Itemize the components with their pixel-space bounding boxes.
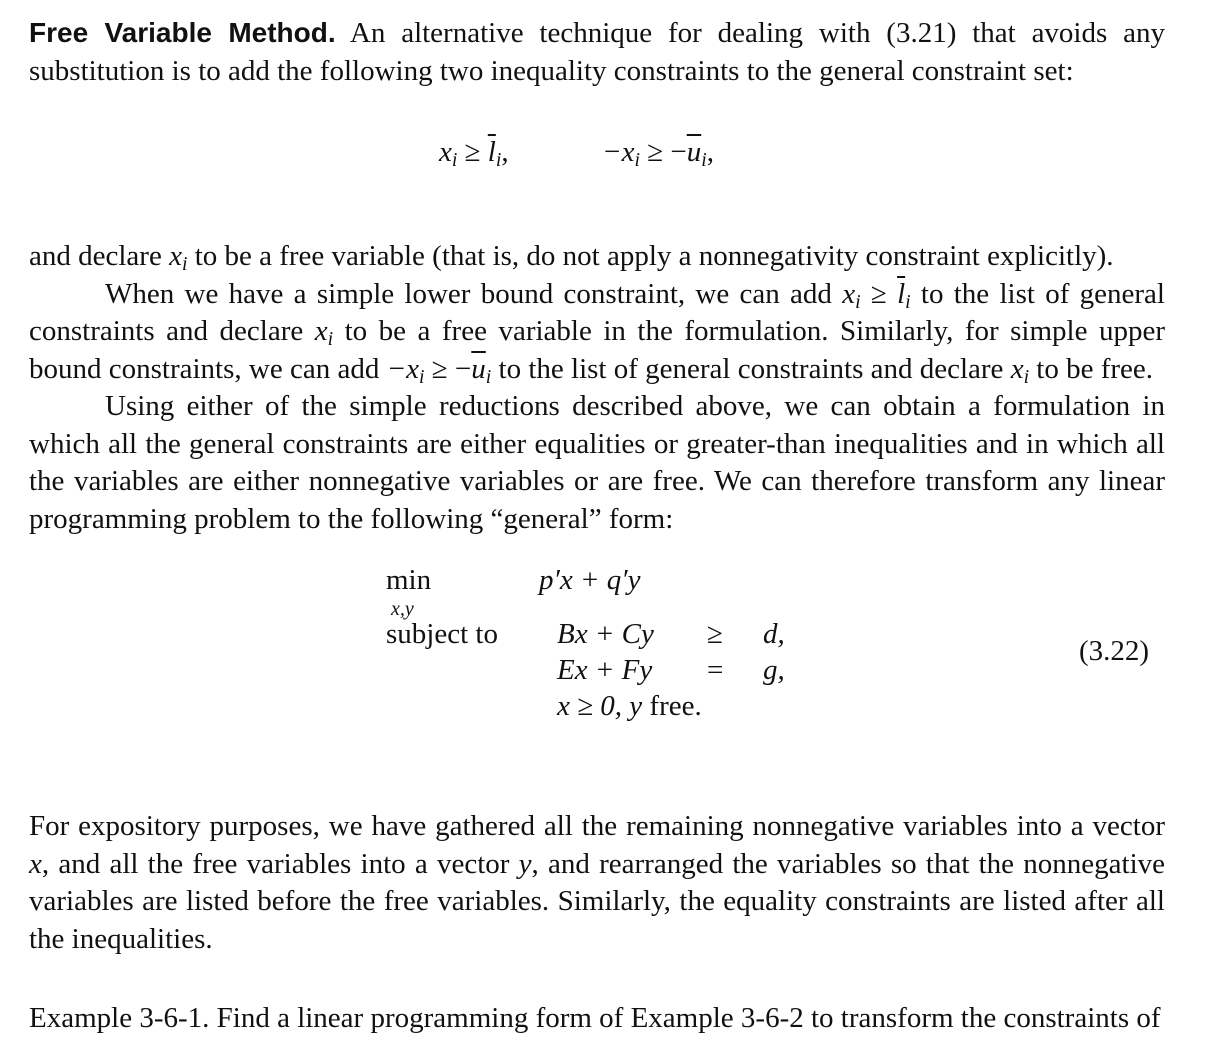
row1-relation: ≥ (707, 618, 723, 650)
cutoff-next-line: Example 3-6-1. Find a linear programming form of Example 3-6-2 to transform the constraints of (29, 1002, 1161, 1034)
paragraph-expository: For expository purposes, we have gathered all the remaining nonnegative variables into a vector x, and all the free variables into a vector y, and rearranged the variables so that the nonnegative variables are listed before the free variables. Similarly, the equality constraints are listed after all the inequalities. (29, 810, 1166, 955)
row2-relation: = (707, 654, 724, 686)
equation-lower-bound: $x_i \ge \overline{l}_i$, (439, 136, 509, 171)
row3-condition: x ≥ 0, y free. (557, 690, 702, 722)
min-operator: min (386, 564, 432, 596)
row2-lhs: Ex + Fy (557, 654, 653, 686)
paragraph-simple-bounds: When we have a simple lower bound constraint, we can add $x_i \ge \overline{l}_i$ to the list of general constraints and declare $x_i$ to be a free variable in the formulation. Similarly, for simple upper bound constraints, we can add $-x_i \ge -\overline{u}_i$ to the list of general constraints and declare $x_i$ to be free. (29, 277, 1165, 388)
paragraph-declare-free: and declare $x_i$ to be a free variable (that is, do not apply a nonnegativity constraint explicitly). (29, 240, 1114, 275)
paragraph-general-form: Using either of the simple reductions described above, we can obtain a formulation in which all the general constraints are either equalities or greater-than inequalities and in which all the variables are either nonnegative variables or are free. We can therefore transform any linear programming problem to the following “general” form: (29, 390, 1165, 535)
subject-to-label: subject to (386, 618, 498, 650)
row1-rhs: d, (763, 618, 785, 650)
row2-rhs: g, (763, 654, 785, 686)
equation-general-form (29, 538, 1165, 808)
equation-number: (3.22) (1079, 635, 1150, 667)
row1-lhs: Bx + Cy (557, 618, 654, 650)
equation-upper-bound: $-x_i \ge -\overline{u}_i$, (602, 136, 714, 171)
paragraph-text: An alternative technique for dealing with (3.21) that avoids any substitution is to add the following two inequality constraints to the general constraint set: (29, 17, 1166, 87)
objective: p′x + q′y (539, 564, 641, 596)
paragraph-free-variable-method (29, 14, 1165, 90)
min-subscript: x,y (391, 598, 414, 620)
section-heading: Free Variable Method. (29, 17, 336, 48)
page-body (29, 14, 1165, 958)
equation-bounds (29, 90, 1165, 238)
